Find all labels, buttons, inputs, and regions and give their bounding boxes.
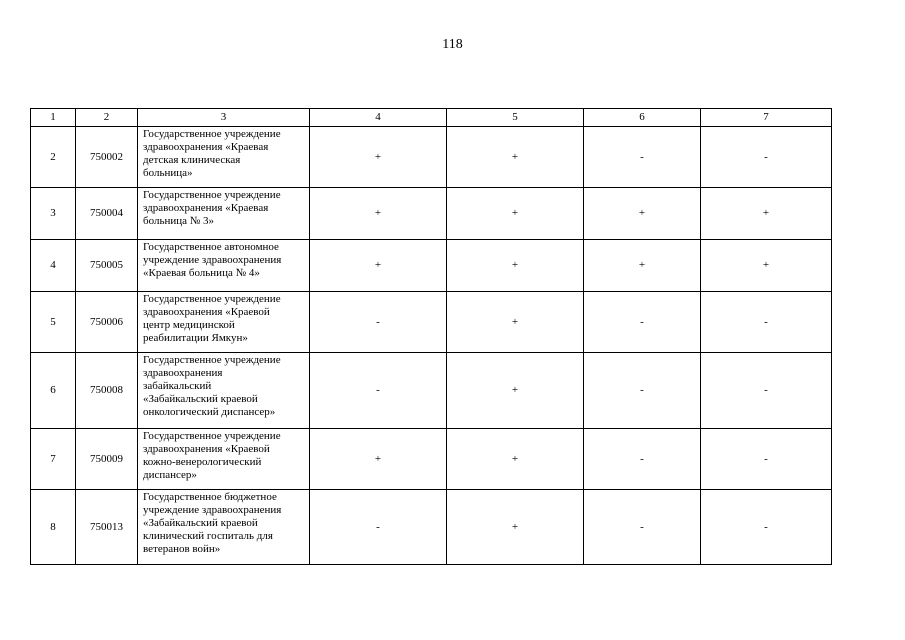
- name-line: Государственное учреждение: [143, 293, 281, 305]
- cell-col-6: -: [584, 127, 701, 188]
- name-line: «Краевая больница № 4»: [143, 267, 260, 279]
- institution-code: 750004: [76, 188, 138, 240]
- column-header-2: 2: [76, 109, 138, 127]
- medical-institutions-table: [30, 108, 832, 565]
- row-number: 3: [31, 188, 76, 240]
- cell-col-7: -: [701, 127, 832, 188]
- name-line: ветеранов войн»: [143, 543, 221, 555]
- name-line: Государственное учреждение: [143, 189, 281, 201]
- name-line: онкологический диспансер»: [143, 406, 276, 418]
- table-row: [31, 490, 832, 565]
- name-line: больница»: [143, 167, 193, 179]
- cell-col-4: +: [310, 127, 447, 188]
- cell-col-6: -: [584, 353, 701, 429]
- cell-col-4: +: [310, 240, 447, 292]
- table-row: [31, 429, 832, 490]
- institution-code: 750006: [76, 292, 138, 353]
- table-row: [31, 188, 832, 240]
- column-header-6: 6: [584, 109, 701, 127]
- name-line: больница № 3»: [143, 215, 214, 227]
- name-line: здравоохранения «Краевой: [143, 443, 270, 455]
- header-row: [31, 109, 832, 127]
- name-line: учреждение здравоохранения: [143, 254, 282, 266]
- institution-name: [138, 490, 310, 565]
- name-line: «Забайкальский краевой: [143, 393, 258, 405]
- name-line: реабилитации Ямкун»: [143, 332, 248, 344]
- cell-col-4: +: [310, 188, 447, 240]
- name-line: Государственное бюджетное: [143, 491, 277, 503]
- table-row: [31, 292, 832, 353]
- row-number: 5: [31, 292, 76, 353]
- cell-col-7: -: [701, 292, 832, 353]
- name-line: кожно-венерологический: [143, 456, 262, 468]
- name-line: забайкальский: [143, 380, 212, 392]
- table-row: [31, 353, 832, 429]
- column-header-4: 4: [310, 109, 447, 127]
- cell-col-6: +: [584, 188, 701, 240]
- column-header-5: 5: [447, 109, 584, 127]
- institution-name: [138, 429, 310, 490]
- cell-col-5: +: [447, 353, 584, 429]
- cell-col-4: -: [310, 292, 447, 353]
- cell-col-7: +: [701, 240, 832, 292]
- institution-name: [138, 188, 310, 240]
- name-line: здравоохранения «Краевая: [143, 202, 269, 214]
- institution-code: 750005: [76, 240, 138, 292]
- name-line: здравоохранения «Краевая: [143, 141, 269, 153]
- table-row: [31, 240, 832, 292]
- table-row: [31, 127, 832, 188]
- cell-col-4: -: [310, 353, 447, 429]
- cell-col-5: +: [447, 188, 584, 240]
- institution-name: [138, 292, 310, 353]
- cell-col-6: -: [584, 490, 701, 565]
- row-number: 2: [31, 127, 76, 188]
- cell-col-5: +: [447, 292, 584, 353]
- cell-col-6: +: [584, 240, 701, 292]
- name-line: Государственное автономное: [143, 241, 279, 253]
- column-header-7: 7: [701, 109, 832, 127]
- institution-code: 750008: [76, 353, 138, 429]
- name-line: диспансер»: [143, 469, 197, 481]
- name-line: центр медицинской: [143, 319, 235, 331]
- institution-code: 750002: [76, 127, 138, 188]
- row-number: 4: [31, 240, 76, 292]
- name-line: Государственное учреждение: [143, 128, 281, 140]
- institution-name: [138, 240, 310, 292]
- name-line: Государственное учреждение: [143, 354, 281, 366]
- cell-col-7: +: [701, 188, 832, 240]
- cell-col-7: -: [701, 490, 832, 565]
- column-header-3: 3: [138, 109, 310, 127]
- name-line: здравоохранения «Краевой: [143, 306, 270, 318]
- name-line: учреждение здравоохранения: [143, 504, 282, 516]
- name-line: Государственное учреждение: [143, 430, 281, 442]
- cell-col-6: -: [584, 429, 701, 490]
- name-line: детская клиническая: [143, 154, 241, 166]
- name-line: здравоохранения: [143, 367, 223, 379]
- cell-col-6: -: [584, 292, 701, 353]
- cell-col-5: +: [447, 240, 584, 292]
- cell-col-5: +: [447, 490, 584, 565]
- page-number: 118: [442, 37, 463, 52]
- cell-col-4: -: [310, 490, 447, 565]
- cell-col-7: -: [701, 353, 832, 429]
- institution-name: [138, 127, 310, 188]
- row-number: 6: [31, 353, 76, 429]
- institution-code: 750009: [76, 429, 138, 490]
- cell-col-5: +: [447, 127, 584, 188]
- cell-col-4: +: [310, 429, 447, 490]
- column-header-1: 1: [31, 109, 76, 127]
- row-number: 7: [31, 429, 76, 490]
- institution-code: 750013: [76, 490, 138, 565]
- name-line: клинический госпиталь для: [143, 530, 273, 542]
- cell-col-5: +: [447, 429, 584, 490]
- name-line: «Забайкальский краевой: [143, 517, 258, 529]
- cell-col-7: -: [701, 429, 832, 490]
- row-number: 8: [31, 490, 76, 565]
- institution-name: [138, 353, 310, 429]
